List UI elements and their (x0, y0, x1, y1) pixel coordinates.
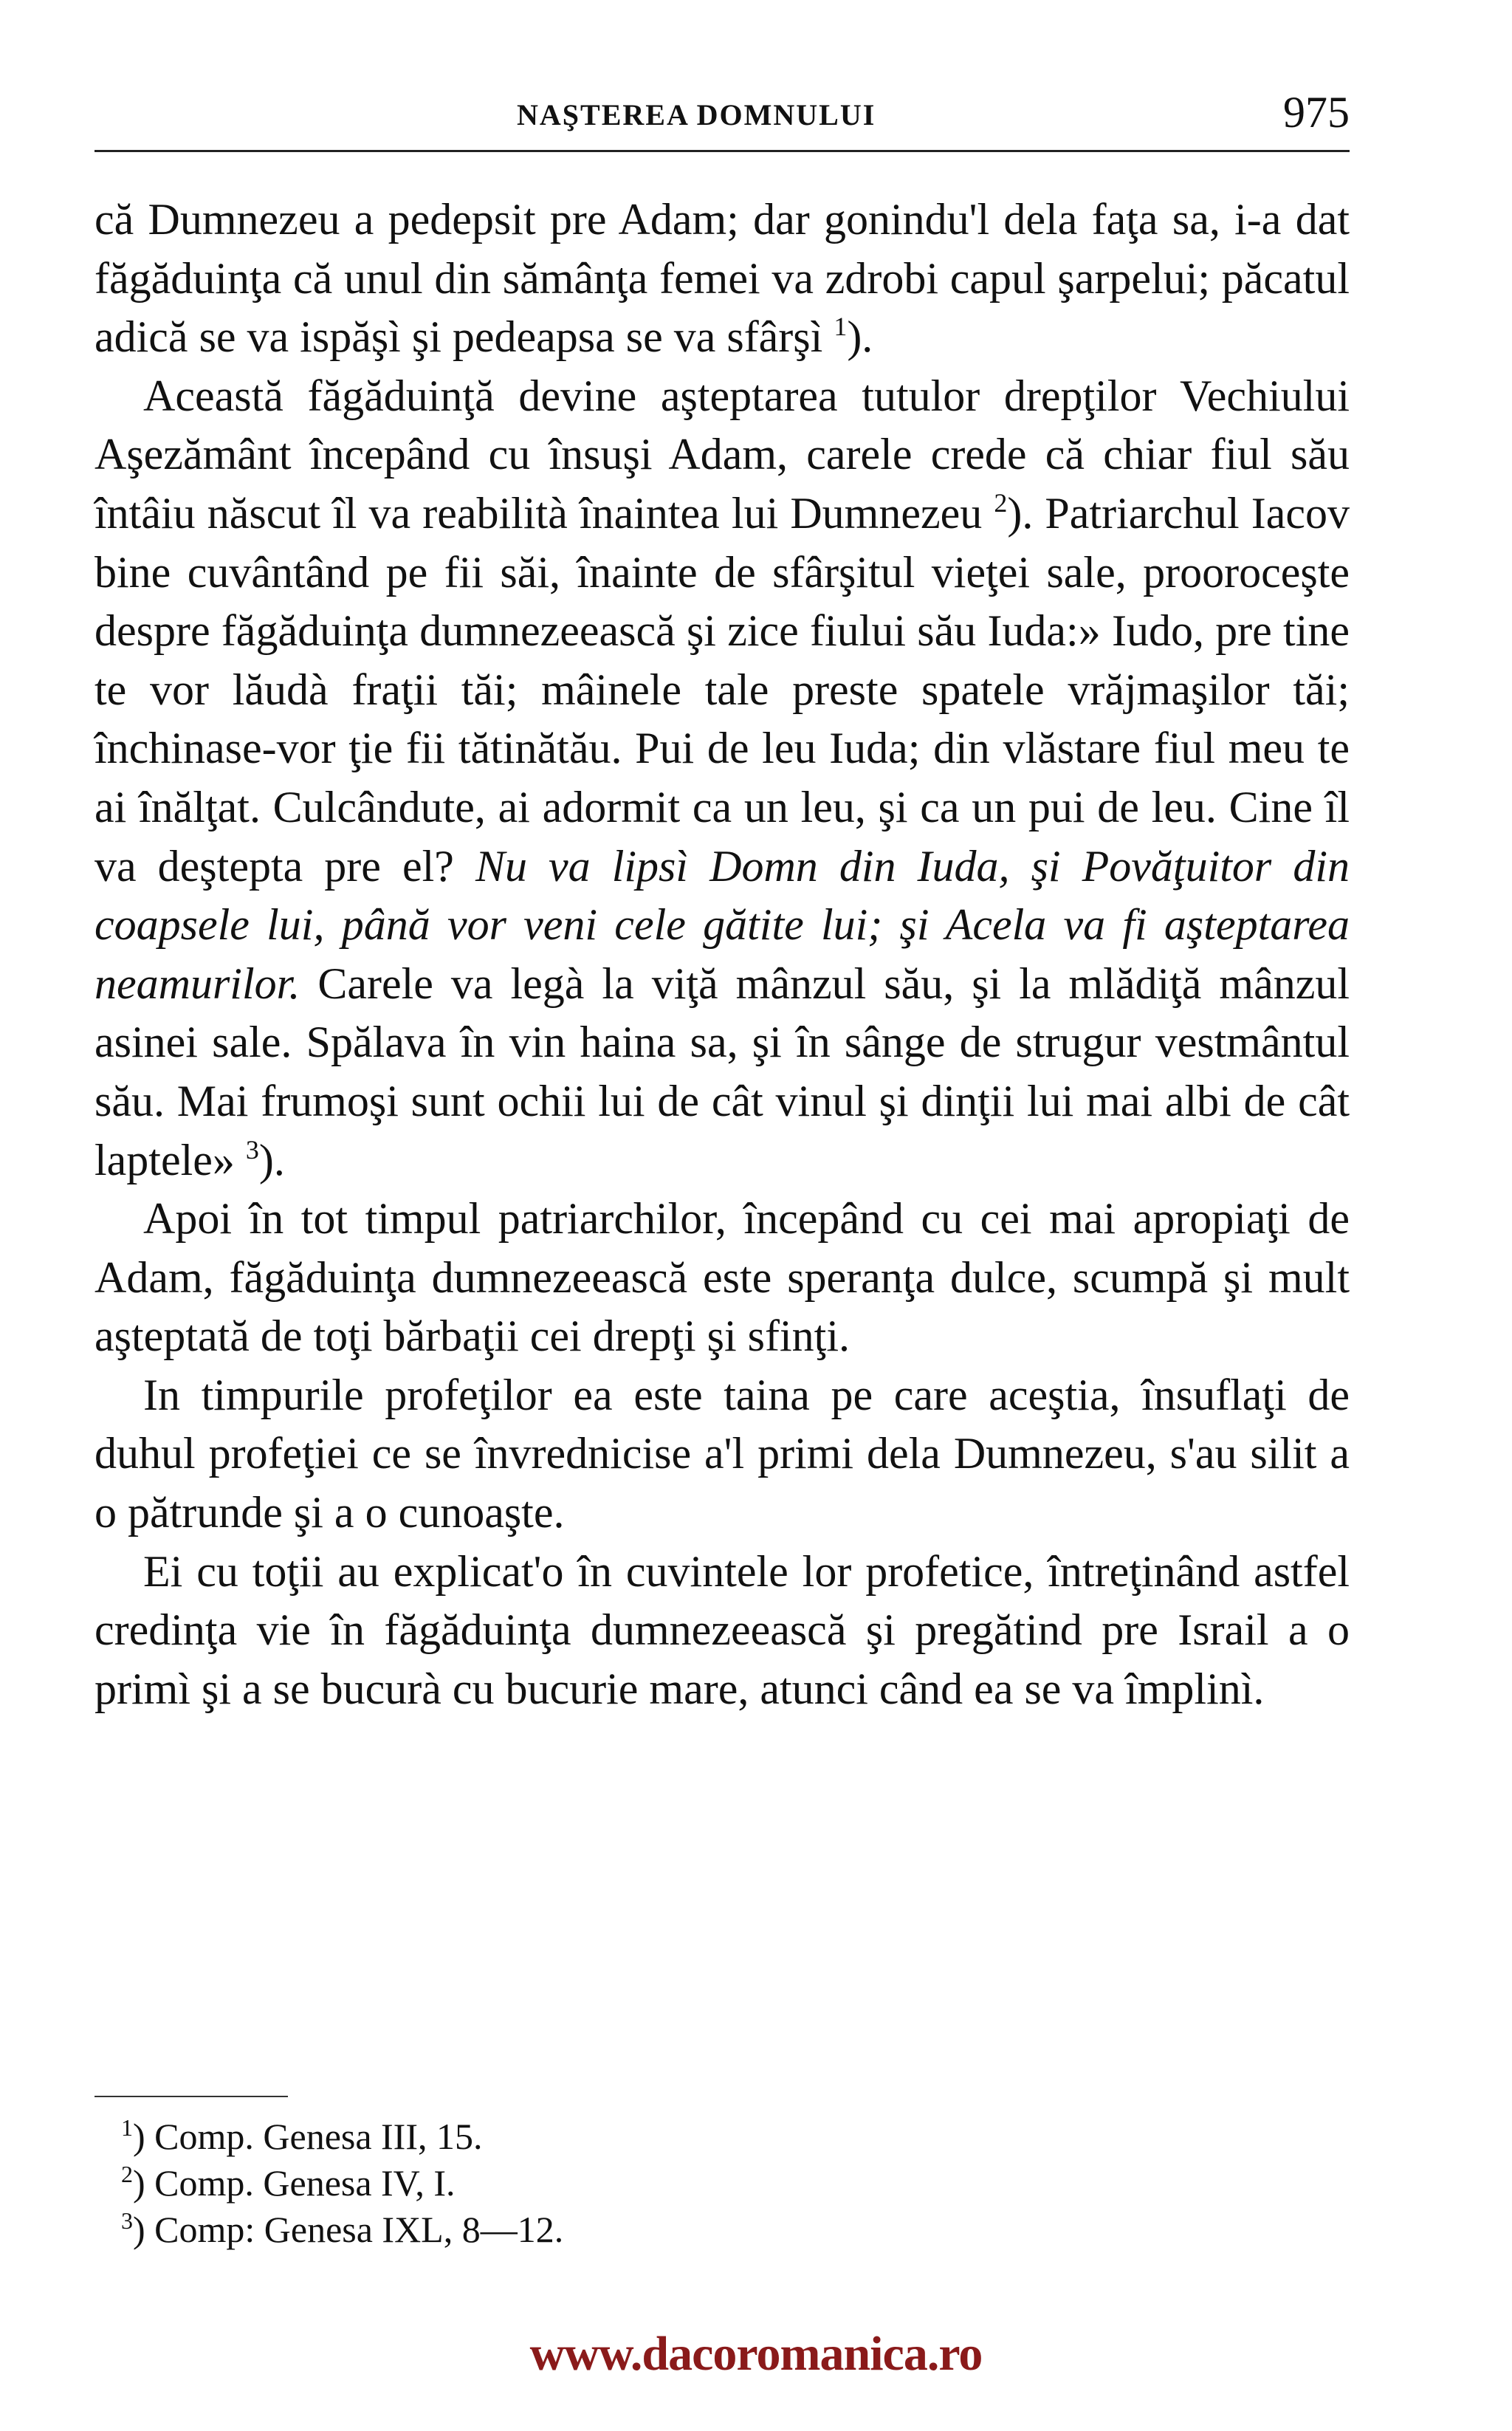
watermark-link[interactable]: www.dacoromanica.ro (529, 2327, 983, 2381)
italic-prophecy: Nu va lipsì Domn din Iuda, şi Povăţuitor din coapsele lui, până vor veni cele gătite lui; şi Acela va fi aşteptarea neamurilor. (94, 841, 1350, 1008)
footnote-rule (94, 2096, 288, 2097)
paragraph-2-text: Această făgăduinţă devine aşteptarea tutulor drepţilor Vechiului Aşezământ începând cu însuşi Adam, carele crede că chiar fiul său întâiu născut îl va reabilità înaintea lui Dumnezeu (94, 371, 1350, 538)
running-head (94, 87, 1350, 146)
footnote-ref-1-close: ). (847, 312, 873, 362)
footnote-1-mark: 1 (121, 2114, 133, 2141)
footnote-1-text: ) Comp. Genesa III, 15. (133, 2116, 483, 2157)
body-text (94, 191, 1350, 1718)
paragraph-1 (94, 191, 1350, 367)
chapter-title: NAŞTEREA DOMNULUI (517, 98, 876, 131)
footnote-ref-2-close: ). (1007, 488, 1034, 538)
header-rule (94, 150, 1350, 152)
paragraph-2 (94, 367, 1350, 1190)
footnote-ref-3-close: ). (258, 1135, 285, 1184)
paragraph-3: Apoi în tot timpul patriarchilor, începând cu cei mai apropiaţi de Adam, făgăduinţa dumnezeească este speranţa dulce, scumpă şi mult aşteptată de toţi bărbaţii cei drepţi şi sfinţi. (94, 1194, 1350, 1361)
footnote-ref-3: 3 (245, 1134, 259, 1165)
paragraph-2-end: Carele va legà la viţă mânzul său, şi la mlădiţă mânzul asinei sale. Spălava în vin haina sa, şi în sânge de strugur vestmântul său. Mai frumoşi sunt ochii lui de cât vinul şi dinţii lui mai albi de cât laptele» (94, 959, 1350, 1184)
footnotes (121, 2113, 1007, 2253)
paragraph-4: In timpurile profeţilor ea este taina pe care aceştia, însuflaţi de duhul profeţiei ce se învrednicise a'l primi dela Dumnezeu, s'au silit a o pătrunde şi a o cunoaşte. (94, 1370, 1350, 1537)
page-number: 975 (1283, 88, 1350, 137)
footnote-ref-2: 2 (994, 487, 1008, 518)
footnote-2-mark: 2 (121, 2161, 133, 2187)
footnote-2-text: ) Comp. Genesa IV, I. (133, 2162, 456, 2204)
footnote-3 (121, 2207, 1007, 2253)
footnote-2 (121, 2160, 1007, 2207)
footnote-ref-1: 1 (834, 312, 848, 342)
footnote-3-mark: 3 (121, 2207, 133, 2234)
paragraph-2-continued: Patriarchul Iacov bine cuvântând pe fii săi, înainte de sfârşitul vieţei sale, prooroceşte despre făgăduinţa dumnezeească şi zice fiului său Iuda:» Iudo, pre tine te vor lăudà fraţii tăi; mâinele tale preste spatele vrăjmaşilor tăi; închinase-vor ţie fii tătinătău. Pui de leu Iuda; din vlăstare fiul meu te ai înălţat. Culcândute, ai adormit ca un leu, şi ca un pui de leu. Cine îl va deştepta pre el? (94, 488, 1350, 891)
footnote-3-text: ) Comp: Genesa IXL, 8—12. (133, 2209, 564, 2250)
paragraph-1-text: că Dumnezeu a pedepsit pre Adam; dar gonindu'l dela faţa sa, i-a dat făgăduinţa că unul din sămânţa femei va zdrobi capul şarpelui; păcatul adică se va ispăşì şi pedeapsa se va sfârşì (94, 195, 1350, 362)
footnote-1 (121, 2113, 1007, 2160)
paragraph-5: Ei cu toţii au explicat'o în cuvintele lor profetice, întreţinând astfel credinţa vie în făgăduinţa dumnezeească şi pregătind pre Israil a o primì şi a se bucurà cu bucurie mare, atunci când ea se va împlinì. (94, 1546, 1350, 1713)
